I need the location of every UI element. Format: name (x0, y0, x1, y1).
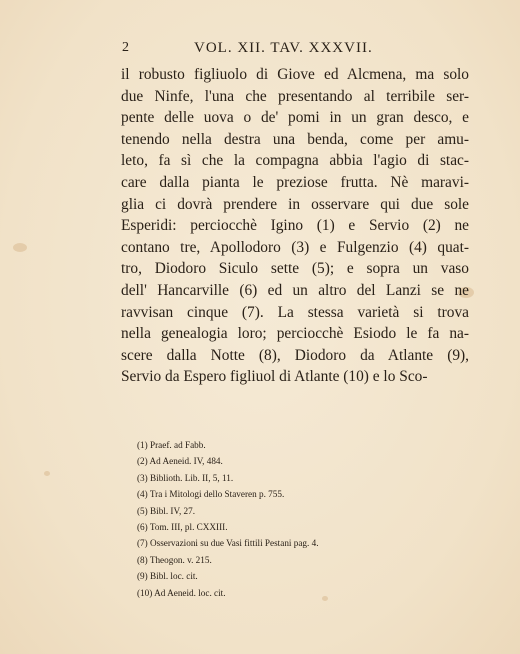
foxing-spot (44, 471, 50, 476)
main-text (121, 64, 469, 388)
foxing-spot (13, 243, 27, 252)
footnote: (6) Tom. III, pl. CXXIII. (137, 522, 228, 533)
text-line: tro, Diodoro Siculo sette (5); e sopra un vaso (121, 260, 469, 278)
text-line: tenendo nella destra una benda, come per amu- (121, 130, 469, 148)
text-line: contano tre, Apollodoro (3) e Fulgenzio (4) quat- (121, 238, 469, 256)
footnote: (8) Theogon. v. 215. (137, 554, 212, 565)
running-title: VOL. XII. TAV. XXXVII. (194, 40, 373, 56)
text-line: dell' Hancarville (6) ed un altro del Lanzi se ne (121, 281, 469, 299)
text-line: due Ninfe, l'una che presentando al terribile ser- (121, 87, 469, 105)
text-line: Esperidi: perciocchè Igino (1) e Servio (2) ne (121, 217, 469, 235)
footnote: (9) Bibl. loc. cit. (137, 571, 198, 582)
footnote: (1) Praef. ad Fabb. (137, 440, 206, 450)
text-line: ravvisan cinque (7). La stessa varietà si trova (121, 303, 469, 321)
text-line: il robusto figliuolo di Giove ed Alcmena, ma solo (121, 66, 469, 83)
text-line: glia ci dovrà prendere in osservare qui due sole (121, 195, 469, 213)
text-line: Servio da Espero figliuol di Atlante (10) e lo Sco- (121, 368, 428, 386)
text-line: care dalla pianta le preziose frutta. Nè maravi- (121, 173, 469, 191)
footnote: (7) Osservazioni su due Vasi fittili Pestani pag. 4. (137, 538, 319, 549)
footnote: (5) Bibl. IV, 27. (137, 505, 196, 516)
footnote: (10) Ad Aeneid. loc. cit. (137, 587, 226, 598)
text-line: pente delle uova o de' pomi in un gran desco, e (121, 109, 469, 127)
footnote: (4) Tra i Mitologi dello Staveren p. 755. (137, 489, 285, 500)
footnote: (3) Biblioth. Lib. II, 5, 11. (137, 472, 234, 483)
text-line: nella genealogia loro; perciocchè Esiodo le fa na- (121, 325, 469, 343)
text-line: scere dalla Notte (8), Diodoro da Atlante (9), (121, 346, 469, 364)
footnotes (137, 437, 457, 601)
text-line: leto, fa sì che la compagna abbia l'agio di stac- (121, 152, 469, 170)
page-number: 2 (122, 40, 130, 55)
footnote: (2) Ad Aeneid. IV, 484. (137, 456, 223, 467)
